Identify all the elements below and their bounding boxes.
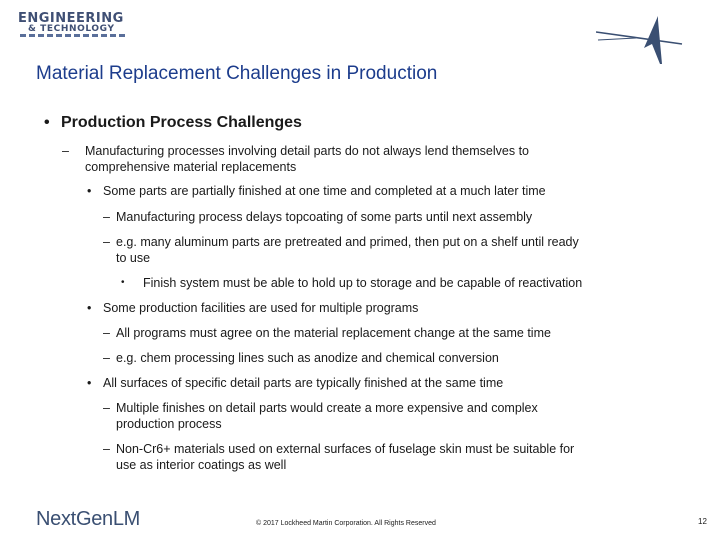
nextgenlm-logo	[36, 508, 140, 531]
logo-line2: & TECHNOLOGY	[28, 24, 115, 34]
list-item-b3-d2: Non-Cr6+ materials used on external surfaces of fuselage skin must be suitable for	[116, 442, 575, 456]
list-item-b2-d2: e.g. chem processing lines such as anodize and chemical conversion	[116, 351, 499, 365]
logo-next: Next	[36, 508, 76, 530]
list-item-dash1-cont: comprehensive material replacements	[85, 160, 297, 174]
dash-marker: –	[103, 442, 110, 456]
star-logo-icon	[596, 14, 686, 66]
logo-strip	[20, 34, 126, 37]
list-item-b3: All surfaces of specific detail parts are typically finished at the same time	[103, 376, 504, 390]
list-item-b1-d1: Manufacturing process delays topcoating of some parts until next assembly	[116, 210, 533, 224]
bullet-marker: •	[121, 277, 125, 288]
page-title: Material Replacement Challenges in Production	[36, 63, 438, 84]
dash-marker: –	[103, 235, 110, 249]
section-heading: Production Process Challenges	[61, 114, 302, 131]
list-item-b2: Some production facilities are used for multiple programs	[103, 301, 419, 315]
list-item-b3-d1-cont: production process	[116, 417, 222, 431]
dash-marker: –	[103, 351, 110, 365]
list-item-b1: Some parts are partially finished at one time and completed at a much later time	[103, 184, 546, 198]
dash-marker: –	[103, 326, 110, 340]
list-item-b2-d1: All programs must agree on the material replacement change at the same time	[116, 326, 551, 340]
dash-marker: –	[103, 210, 110, 224]
logo-lm: LM	[112, 508, 141, 530]
page-number: 12	[698, 517, 707, 526]
logo-gen: Gen	[75, 508, 113, 530]
bullet-marker: •	[87, 184, 92, 198]
bullet-marker: •	[44, 114, 50, 131]
engineering-technology-logo	[18, 12, 130, 38]
bullet-marker: •	[87, 376, 92, 390]
list-item-dash1: Manufacturing processes involving detail parts do not always lend themselves to	[85, 144, 529, 158]
dash-marker: –	[62, 144, 69, 158]
list-item-b1-d2-s1: Finish system must be able to hold up to storage and be capable of reactivation	[143, 276, 583, 290]
list-item-b3-d2-cont: use as interior coatings as well	[116, 458, 287, 472]
copyright-notice: © 2017 Lockheed Martin Corporation. All Rights Reserved	[256, 520, 436, 527]
logo-line1: ENGINEERING	[18, 11, 124, 26]
list-item-b3-d1: Multiple finishes on detail parts would create a more expensive and complex	[116, 401, 538, 415]
list-item-b1-d2: e.g. many aluminum parts are pretreated and primed, then put on a shelf until ready	[116, 235, 579, 249]
bullet-marker: •	[87, 301, 92, 315]
dash-marker: –	[103, 401, 110, 415]
list-item-b1-d2-cont: to use	[116, 251, 151, 265]
